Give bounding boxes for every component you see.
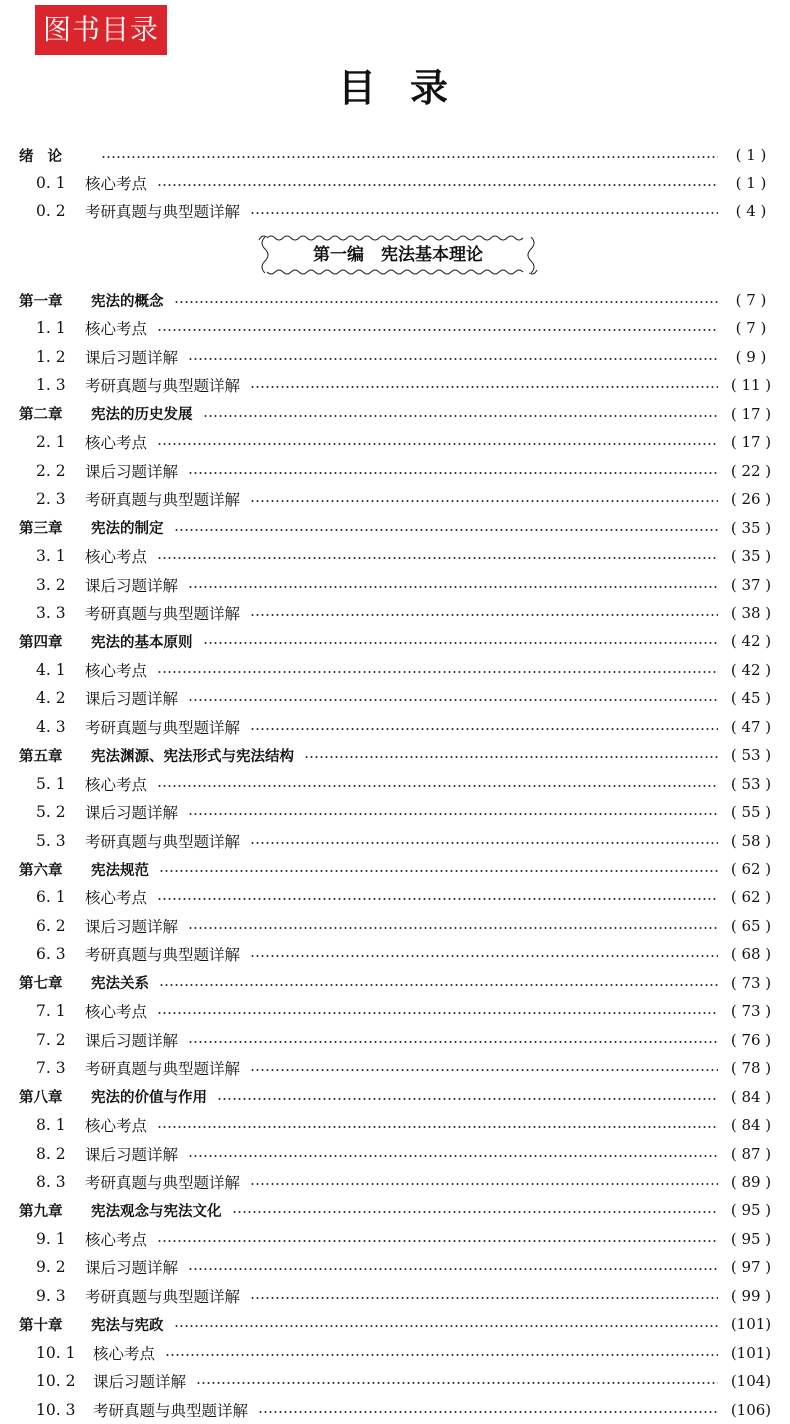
toc-chapter[interactable]	[0, 1083, 790, 1111]
toc-page-number: ( 35 )	[730, 547, 772, 566]
toc-leader	[188, 358, 718, 360]
toc-page-number: ( 7 )	[735, 319, 767, 338]
toc-page-number: ( 42 )	[730, 632, 772, 651]
toc-section-number: 6. 2	[36, 916, 66, 935]
toc-section[interactable]	[0, 542, 790, 570]
toc-section-title: 核心考点	[85, 661, 148, 680]
toc-page-number: (106)	[730, 1400, 772, 1419]
toc-section[interactable]	[0, 827, 790, 855]
toc-page-number: ( 4 )	[735, 202, 767, 220]
toc-page-number: ( 17 )	[730, 404, 772, 423]
toc-section-title: 考研真题与典型题详解	[85, 491, 241, 510]
toc-section[interactable]	[0, 571, 790, 599]
toc-section-number: 4. 3	[36, 717, 66, 736]
toc-section-title: 课后习题详解	[85, 462, 179, 481]
toc-section-number: 5. 2	[36, 803, 66, 822]
toc-chapter[interactable]	[0, 627, 790, 655]
toc-section-title: 课后习题详解	[85, 1259, 179, 1278]
toc-leader	[250, 842, 718, 844]
toc-leader	[250, 1297, 718, 1299]
toc-chapter-title: 宪法的概念	[91, 293, 164, 310]
toc-leader	[174, 1325, 719, 1327]
toc-section-number: 4. 1	[36, 660, 66, 679]
toc-page-number: ( 9 )	[735, 347, 767, 366]
toc-section[interactable]	[0, 457, 790, 485]
toc-page-number: ( 42 )	[730, 660, 772, 679]
toc-section-title: 课后习题详解	[85, 576, 179, 595]
toc-page-number: ( 58 )	[730, 831, 772, 850]
toc-section[interactable]	[0, 883, 790, 911]
toc-section[interactable]	[0, 1054, 790, 1082]
toc-section[interactable]	[0, 485, 790, 513]
toc-section-number: 0. 2	[36, 202, 66, 220]
toc-section-number: 5. 1	[36, 774, 66, 793]
toc-section-title: 核心考点	[85, 434, 148, 453]
toc-section-number: 0. 1	[36, 174, 66, 192]
toc-section[interactable]	[0, 1253, 790, 1281]
toc-page-number: ( 7 )	[735, 291, 767, 309]
toc-section[interactable]	[0, 1026, 790, 1054]
toc-chapter-number: 第八章	[19, 1090, 63, 1107]
toc-page-number: ( 84 )	[730, 1087, 772, 1106]
toc-leader	[157, 671, 718, 673]
toc-section[interactable]	[0, 314, 790, 342]
toc-section-title: 考研真题与典型题详解	[85, 946, 241, 965]
toc-page-number: ( 73 )	[730, 1002, 772, 1021]
toc-chapter[interactable]	[0, 514, 790, 542]
toc-leader	[304, 756, 718, 758]
toc-chapter[interactable]	[0, 855, 790, 883]
toc-section-title: 考研真题与典型题详解	[85, 604, 241, 623]
toc-chapter-title: 宪法的基本原则	[91, 634, 193, 651]
toc-section[interactable]	[0, 1339, 790, 1367]
toc-section[interactable]	[0, 684, 790, 712]
toc-leader	[217, 1098, 718, 1100]
toc-section[interactable]	[0, 1396, 790, 1424]
toc-section[interactable]	[0, 798, 790, 826]
toc-section-title: 考研真题与典型题详解	[85, 203, 241, 221]
toc-page-number: ( 84 )	[730, 1116, 772, 1135]
toc-page-number: ( 53 )	[730, 746, 772, 765]
toc-chapter[interactable]	[0, 741, 790, 769]
toc-leader	[188, 1041, 718, 1043]
toc-leader	[157, 443, 718, 445]
toc-section-number: 8. 1	[36, 1116, 66, 1135]
toc-leader	[157, 785, 718, 787]
toc-section-number: 8. 2	[36, 1144, 66, 1163]
toc-leader	[250, 1069, 718, 1071]
toc-section[interactable]	[0, 1225, 790, 1253]
toc-page-number: ( 65 )	[730, 916, 772, 935]
toc-leader	[157, 557, 718, 559]
toc-section-number: 9. 2	[36, 1258, 66, 1277]
toc-section-title: 课后习题详解	[85, 348, 179, 367]
toc-page-number: ( 78 )	[730, 1059, 772, 1078]
toc-leader	[159, 984, 718, 986]
toc-page-number: ( 17 )	[730, 433, 772, 452]
toc-section-number: 1. 3	[36, 376, 66, 395]
toc-page-number: ( 62 )	[730, 860, 772, 878]
toc-leader	[188, 1268, 718, 1270]
toc-page-number: ( 53 )	[730, 774, 772, 793]
toc-section[interactable]	[0, 428, 790, 456]
toc-intro-label: 绪论	[19, 148, 76, 165]
toc-leader	[157, 184, 718, 186]
toc-page-number: ( 1 )	[735, 146, 767, 164]
toc-section[interactable]	[0, 1367, 790, 1395]
toc-page-number: ( 22 )	[730, 461, 772, 480]
toc-section-title: 核心考点	[85, 175, 148, 193]
toc-section-number: 3. 2	[36, 575, 66, 594]
toc-section-title: 考研真题与典型题详解	[93, 1401, 249, 1420]
toc-section-number: 3. 1	[36, 547, 66, 566]
toc-section-number: 5. 3	[36, 831, 66, 850]
toc-section-number: 8. 3	[36, 1172, 66, 1191]
toc-leader	[196, 1382, 718, 1384]
toc-section[interactable]	[0, 940, 790, 968]
toc-section-title: 考研真题与典型题详解	[85, 1287, 241, 1306]
toc-page-number: ( 47 )	[730, 717, 772, 736]
toc-page-number: ( 11 )	[730, 376, 772, 395]
toc-chapter-number: 第十章	[19, 1317, 63, 1334]
toc-section-title: 课后习题详解	[93, 1373, 187, 1392]
toc-section-number: 1. 1	[36, 319, 66, 338]
toc-section-number: 10. 3	[36, 1400, 76, 1419]
toc-page-number: ( 76 )	[730, 1030, 772, 1049]
toc-leader	[157, 329, 718, 331]
toc-page-number: ( 37 )	[730, 575, 772, 594]
toc-section[interactable]	[0, 713, 790, 741]
catalog-badge: 图书目录	[35, 5, 167, 55]
toc-section-number: 2. 2	[36, 461, 66, 480]
toc-leader	[250, 955, 718, 957]
toc-page-number: ( 55 )	[730, 803, 772, 822]
toc-section-title: 课后习题详解	[85, 1031, 179, 1050]
toc-section[interactable]	[0, 770, 790, 798]
toc-chapter-title: 宪法渊源、宪法形式与宪法结构	[91, 748, 294, 765]
toc-page-number: ( 35 )	[730, 518, 772, 537]
toc-chapter-number: 第九章	[19, 1203, 63, 1220]
toc-section-number: 9. 3	[36, 1286, 66, 1305]
toc-chapter-number: 第六章	[19, 862, 63, 879]
toc-leader	[157, 1012, 718, 1014]
toc-leader	[188, 586, 718, 588]
toc-leader	[250, 1183, 718, 1185]
toc-section[interactable]	[0, 197, 790, 225]
toc-leader	[258, 1411, 718, 1413]
toc-section-number: 10. 2	[36, 1372, 76, 1391]
toc-leader	[188, 472, 718, 474]
toc-section-title: 核心考点	[85, 775, 148, 794]
toc-section-title: 核心考点	[85, 548, 148, 567]
page-title: 目录	[337, 66, 482, 110]
toc-section-number: 10. 1	[36, 1343, 76, 1362]
toc-section[interactable]	[0, 1282, 790, 1310]
toc-leader	[203, 415, 719, 417]
toc-leader	[250, 728, 718, 730]
toc-page-number: ( 1 )	[735, 174, 767, 192]
toc-page-number: ( 95 )	[730, 1201, 772, 1220]
toc-leader	[250, 386, 718, 388]
toc-section-number: 7. 3	[36, 1059, 66, 1078]
toc-page-number: (101)	[730, 1343, 772, 1362]
toc-chapter-number: 第二章	[19, 407, 63, 424]
toc-page-number: ( 89 )	[730, 1172, 772, 1191]
toc-section[interactable]	[0, 599, 790, 627]
toc-section-title: 考研真题与典型题详解	[85, 1060, 241, 1079]
toc-page-number: (104)	[730, 1372, 772, 1391]
toc-section[interactable]	[0, 1140, 790, 1168]
toc-section-number: 6. 1	[36, 888, 66, 907]
toc-section-title: 课后习题详解	[85, 690, 179, 709]
toc-chapter-number: 第三章	[19, 521, 63, 538]
toc-leader	[250, 500, 718, 502]
toc-leader	[250, 614, 718, 616]
toc-section-number: 1. 2	[36, 347, 66, 366]
toc-section-title: 核心考点	[85, 1230, 148, 1249]
toc-chapter[interactable]	[0, 286, 790, 314]
toc-section[interactable]	[0, 1111, 790, 1139]
toc-intro[interactable]	[0, 141, 790, 169]
toc-page-number: ( 97 )	[730, 1258, 772, 1277]
toc-section-number: 2. 3	[36, 490, 66, 509]
toc-section-number: 3. 3	[36, 603, 66, 622]
toc-leader	[203, 642, 719, 644]
toc-leader	[188, 927, 718, 929]
toc-section[interactable]	[0, 912, 790, 940]
toc-leader	[101, 156, 718, 158]
toc-chapter-number: 第四章	[19, 634, 63, 651]
toc-section-title: 课后习题详解	[85, 804, 179, 823]
toc-chapter-number: 第五章	[19, 748, 63, 765]
toc-section-title: 考研真题与典型题详解	[85, 377, 241, 396]
toc-chapter[interactable]	[0, 969, 790, 997]
toc-section-title: 核心考点	[85, 1003, 148, 1022]
toc-chapter-number: 第七章	[19, 976, 63, 993]
toc-page-number: (101)	[730, 1315, 772, 1334]
toc-section[interactable]	[0, 343, 790, 371]
toc-section-number: 4. 2	[36, 689, 66, 708]
toc-section[interactable]	[0, 169, 790, 197]
toc-section-title: 核心考点	[85, 1117, 148, 1136]
toc-leader	[174, 529, 719, 531]
toc-chapter-title: 宪法与宪政	[91, 1317, 164, 1334]
toc-chapter-title: 宪法的制定	[91, 521, 164, 538]
toc-chapter[interactable]	[0, 1196, 790, 1224]
toc-leader	[165, 1354, 718, 1356]
toc-chapter-number: 第一章	[19, 293, 63, 310]
toc-section-title: 核心考点	[93, 1344, 156, 1363]
toc-leader	[157, 898, 718, 900]
toc-page-number: ( 62 )	[730, 888, 772, 907]
toc-section[interactable]	[0, 656, 790, 684]
toc-section-title: 考研真题与典型题详解	[85, 718, 241, 737]
toc-chapter[interactable]	[0, 400, 790, 428]
toc-section[interactable]	[0, 371, 790, 399]
toc-section-title: 课后习题详解	[85, 1145, 179, 1164]
toc-chapter-title: 宪法的历史发展	[91, 407, 193, 424]
toc-chapter-title: 宪法规范	[91, 862, 149, 879]
toc-page-number: ( 68 )	[730, 945, 772, 964]
toc-leader	[250, 212, 718, 214]
toc-section-number: 2. 1	[36, 433, 66, 452]
toc-section-number: 9. 1	[36, 1229, 66, 1248]
toc-leader	[232, 1211, 719, 1213]
toc-section-title: 核心考点	[85, 889, 148, 908]
toc-section[interactable]	[0, 997, 790, 1025]
toc-leader	[157, 1240, 718, 1242]
toc-chapter-title: 宪法的价值与作用	[91, 1090, 207, 1107]
toc-page-number: ( 38 )	[730, 603, 772, 622]
toc-leader	[188, 1155, 718, 1157]
toc-page-number: ( 73 )	[730, 973, 772, 992]
part-banner[interactable]	[255, 232, 541, 278]
toc-section-title: 核心考点	[85, 320, 148, 339]
toc-section-number: 6. 3	[36, 945, 66, 964]
toc-page-number: ( 26 )	[730, 490, 772, 509]
toc-chapter-title: 宪法观念与宪法文化	[91, 1203, 222, 1220]
toc-leader	[188, 813, 718, 815]
part-title: 第一编 宪法基本理论	[313, 245, 483, 265]
toc-page-number: ( 45 )	[730, 689, 772, 708]
toc-page-number: ( 95 )	[730, 1229, 772, 1248]
toc-leader	[157, 1126, 718, 1128]
toc-section-title: 考研真题与典型题详解	[85, 832, 241, 851]
toc-section-title: 课后习题详解	[85, 917, 179, 936]
toc-leader	[188, 699, 718, 701]
toc-page-number: ( 99 )	[730, 1286, 772, 1305]
toc-page-number: ( 87 )	[730, 1144, 772, 1163]
toc-chapter[interactable]	[0, 1310, 790, 1338]
toc-chapter-title: 宪法关系	[91, 976, 149, 993]
toc-leader	[174, 301, 719, 303]
toc-section-number: 7. 1	[36, 1002, 66, 1021]
toc-section-title: 考研真题与典型题详解	[85, 1173, 241, 1192]
toc-section-number: 7. 2	[36, 1030, 66, 1049]
toc-section[interactable]	[0, 1168, 790, 1196]
toc-leader	[159, 870, 718, 872]
